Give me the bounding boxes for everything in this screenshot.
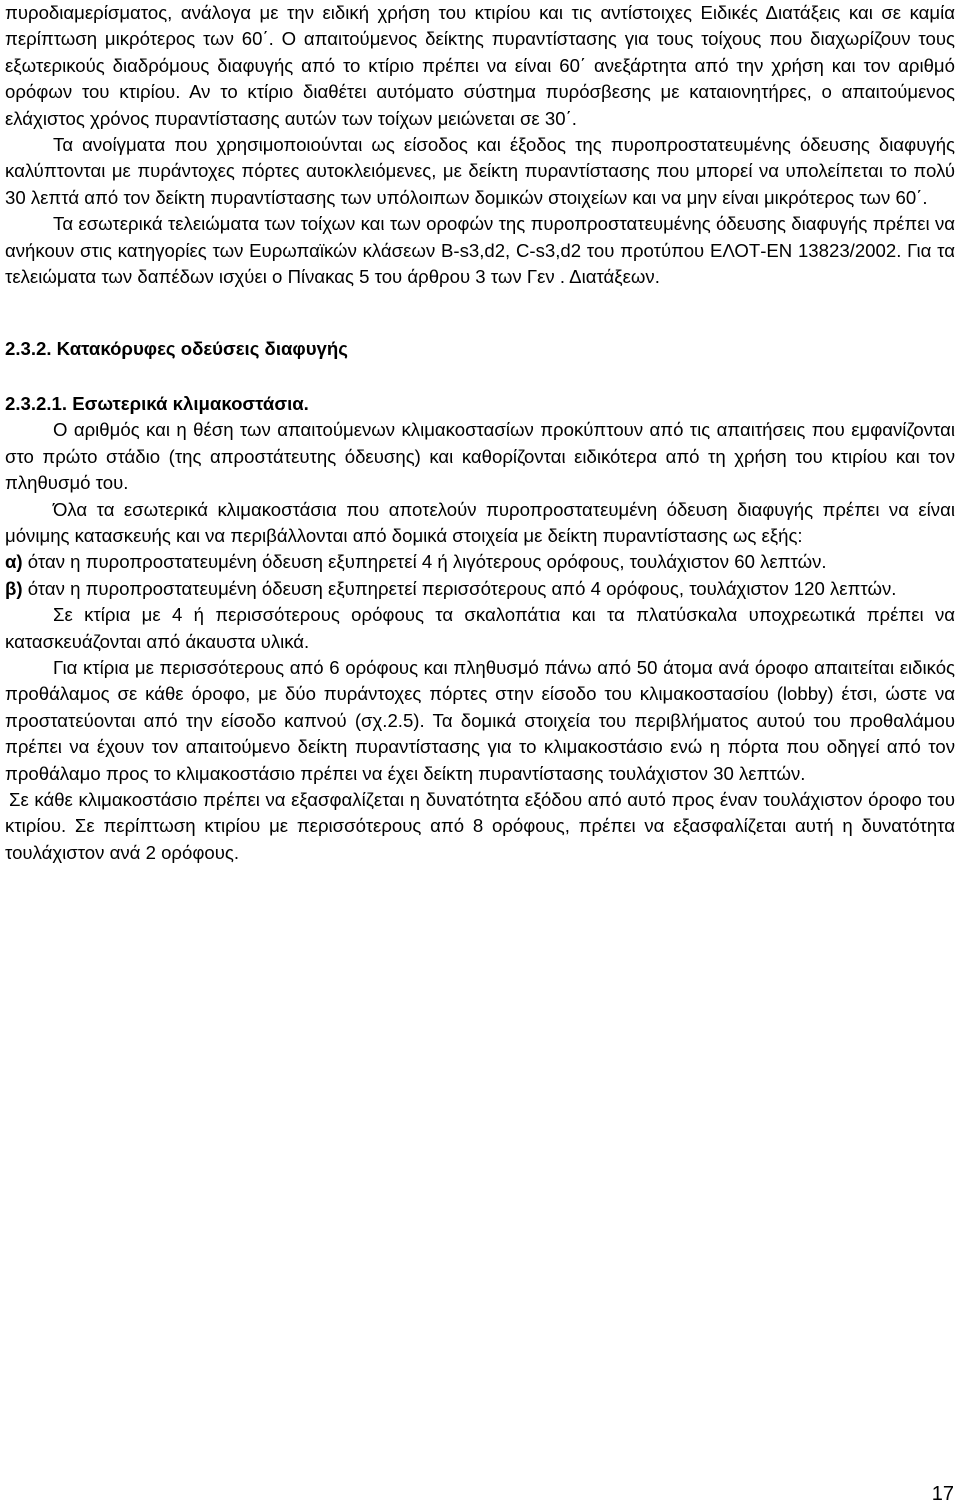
- paragraph-noncombustible-stairs: Σε κτίρια με 4 ή περισσότερους ορόφους τα σκαλοπάτια και τα πλατύσκαλα υποχρεωτικά πρέπει να κατασκευάζονται από άκαυστα υλικά.: [5, 604, 955, 652]
- list-text-b: όταν η πυροπροστατευμένη όδευση εξυπηρετεί περισσότερους από 4 ορόφους, τουλάχιστον 120 λεπτών.: [22, 577, 897, 599]
- list-text-a: όταν η πυροπροστατευμένη όδευση εξυπηρετεί 4 ή λιγότερους ορόφους, τουλάχιστον 60 λεπτών.: [22, 551, 827, 573]
- paragraph-fire-resistance-walls: πυροδιαμερίσματος, ανάλογα με την ειδική χρήση του κτιρίου και τις αντίστοιχες Ειδικές Διατάξεις και σε καμία περίπτωση μικρότερος των 60΄. Ο απαιτούμενος δείκτης πυραντίστασης για τους τοίχους που διαχωρίζουν τους εξωτερικούς διαδρόμους διαφυγής από το κτίριο πρέπει να είναι 60΄ ανεξάρτητα από την χρήση και τον αριθμό ορόφων του κτιρίου. Αν το κτίριο διαθέτει αυτόματο σύστημα πυρόσβεσης με καταιονητήρες, ο απαιτούμενος ελάχιστος χρόνος πυραντίστασης αυτών των τοίχων μειώνεται σε 30΄.: [5, 2, 955, 129]
- list-item-b: [5, 576, 955, 602]
- paragraph-stair-count: Ο αριθμός και η θέση των απαιτούμενων κλιμακοστασίων προκύπτουν από τις απαιτήσεις που εμφανίζονται στο πρώτο στάδιο (της απροστάτευτης όδευσης) και καθορίζονται ειδικότερα από τη χρήση του κτιρίου και τον πληθυσμό του.: [5, 419, 955, 494]
- spacer: [5, 290, 955, 336]
- paragraph-stair-construction: Όλα τα εσωτερικά κλιμακοστάσια που αποτελούν πυροπροστατευμένη όδευση διαφυγής πρέπει να είναι μόνιμης κατασκευής και να περιβάλλονται από δομικά στοιχεία με δείκτη πυραντίστασης ως εξής:: [5, 498, 955, 546]
- list-label-a: α): [5, 551, 23, 573]
- list-label-b: β): [5, 577, 23, 599]
- subsection-heading-internal-stairs: 2.3.2.1. Εσωτερικά κλιμακοστάσια.: [5, 392, 309, 414]
- paragraph-internal-finishes: Τα εσωτερικά τελειώματα των τοίχων και των οροφών της πυροπροστατευμένης όδευσης διαφυγής πρέπει να ανήκουν στις κατηγορίες των Ευρωπαϊκών κλάσεων B-s3,d2, C-s3,d2 του προτύπου ΕΛΟΤ-ΕΝ 13823/2002. Για τα τελειώματα των δαπέδων ισχύει ο Πίνακας 5 του άρθρου 3 των Γεν . Διατάξεων.: [5, 213, 955, 288]
- paragraph-openings-doors: Τα ανοίγματα που χρησιμοποιούνται ως είσοδος και έξοδος της πυροπροστατευμένης όδευσης διαφυγής καλύπτονται με πυράντοχες πόρτες αυτοκλειόμενες, με δείκτη πυραντίστασης που μπορεί να υπολείπεται το πολύ 30 λεπτά από τον δείκτη πυραντίστασης των υπόλοιπων δομικών στοιχείων και να μην είναι μικρότερος των 60΄.: [5, 134, 955, 208]
- page-number: 17: [931, 1483, 954, 1505]
- document-page: [5, 0, 955, 866]
- paragraph-exit-floors: Σε κάθε κλιμακοστάσιο πρέπει να εξασφαλίζεται η δυνατότητα εξόδου από αυτό προς έναν τουλάχιστον όροφο του κτιρίου. Σε περίπτωση κτιρίου με περισσότερους από 8 ορόφους, πρέπει να εξασφαλίζεται αυτή η δυνατότητα τουλάχιστον ανά 2 ορόφους.: [5, 788, 955, 863]
- list-item-a: [5, 549, 955, 575]
- section-heading-vertical-escape: 2.3.2. Κατακόρυφες οδεύσεις διαφυγής: [5, 338, 348, 360]
- spacer: [5, 363, 955, 391]
- paragraph-lobby-requirement: Για κτίρια με περισσότερους από 6 ορόφους και πληθυσμό πάνω από 50 άτομα ανά όροφο απαιτείται ειδικός προθάλαμος σε κάθε όροφο, με δύο πυράντοχες πόρτες στην είσοδο του κλιμακοστασίου (lobby) έτσι, ώστε να προστατεύονται από την είσοδο καπνού (σχ.2.5). Τα δομικά στοιχεία του περιβλήματος αυτού του προθαλάμου πρέπει να έχουν τον απαιτούμενο δείκτη πυραντίστασης για το κλιμακοστάσιο ενώ η πόρτα που οδηγεί από τον προθάλαμο προς το κλιμακοστάσιο πρέπει να έχει δείκτη πυραντίστασης τουλάχιστον 30 λεπτών.: [5, 656, 955, 784]
